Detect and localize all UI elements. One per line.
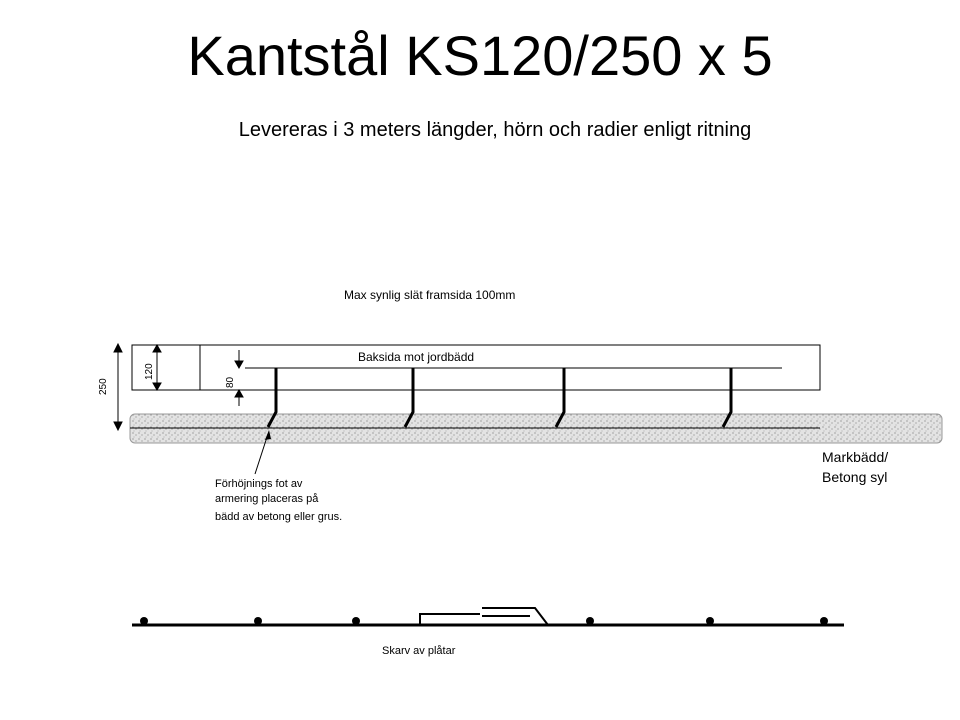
bolt-dot bbox=[352, 617, 360, 625]
backside-label: Baksida mot jordbädd bbox=[358, 350, 475, 364]
bolt-dot bbox=[820, 617, 828, 625]
plate-joint-plan bbox=[132, 608, 844, 625]
dim-80-label: 80 bbox=[225, 376, 236, 388]
dim-250-label: 250 bbox=[98, 378, 109, 395]
bolt-dot bbox=[254, 617, 262, 625]
max-visible-label: Max synlig slät framsida 100mm bbox=[344, 288, 516, 302]
joint-label: Skarv av plåtar bbox=[382, 645, 456, 657]
page-title: Kantstål KS120/250 x 5 bbox=[187, 24, 773, 87]
bolt-dot bbox=[586, 617, 594, 625]
foot-note-line-3: bädd av betong eller grus. bbox=[215, 511, 343, 523]
ground-bed-label-1: Markbädd/ bbox=[822, 449, 889, 465]
dim-120-label: 120 bbox=[144, 363, 155, 380]
bolt-dot bbox=[140, 617, 148, 625]
dimension-80 bbox=[235, 350, 243, 406]
ground-bed-label-2: Betong syl bbox=[822, 469, 888, 485]
page-subtitle: Levereras i 3 meters längder, hörn och radier enligt ritning bbox=[238, 119, 752, 141]
dimension-250 bbox=[114, 344, 122, 430]
foot-note-line-2: armering placeras på bbox=[215, 493, 319, 505]
bolt-dot bbox=[706, 617, 714, 625]
foot-note-line-1: Förhöjnings fot av bbox=[215, 478, 303, 490]
joint-plate-lower bbox=[420, 614, 480, 625]
